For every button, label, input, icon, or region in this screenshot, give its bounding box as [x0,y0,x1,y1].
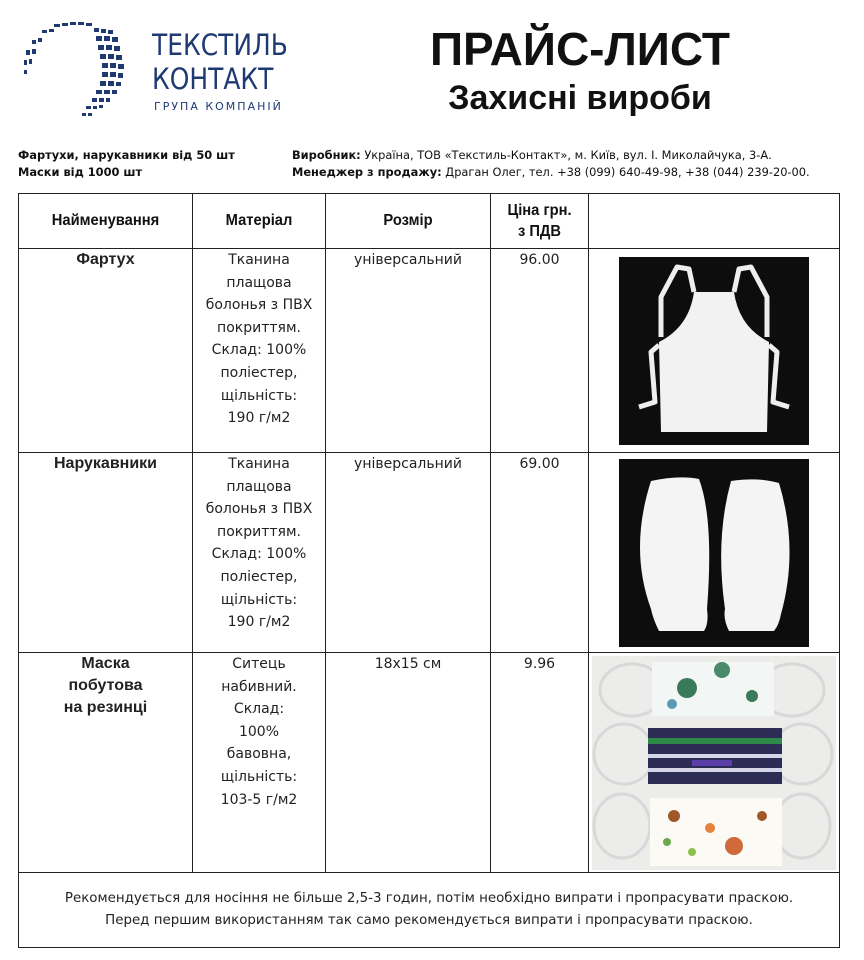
table-row [19,249,840,453]
min-order-info [18,147,235,181]
column-header-material: Матеріал [193,194,326,249]
product-price: 9.96 [491,653,589,873]
product-size: 18x15 см [326,653,491,873]
product-name: Фартух [19,249,193,453]
product-name: Нарукавники [19,453,193,653]
care-line-1: Рекомендується для носіння не більше 2,5-3 годин, потім необхідно випрати і пропрасувати праскою. [64,891,794,906]
min-order-aprons: Фартухи, нарукавники від 50 шт [18,148,235,162]
product-price: 96.00 [491,249,589,453]
column-header-name: Найменування [19,194,193,249]
product-name: Маска побутова на резинці [19,653,193,873]
masks-photo-icon [592,656,836,870]
sleeves-photo-icon [619,459,809,647]
table-row [19,653,840,873]
min-order-masks: Маски від 1000 шт [18,165,143,179]
column-header-price: Ціна грн. з ПДВ [491,194,589,249]
globe-logo-icon [14,14,144,124]
manager-label: Менеджер з продажу: [292,165,442,179]
producer-line [292,147,810,164]
producer-label: Виробник: [292,148,361,162]
product-material: Тканина плащова болонья з ПВХ покриттям. Склад: 100% поліестер, щільність: 190 г/м2 [193,453,326,653]
care-instructions [19,873,840,948]
page-subtitle: Захисні вироби [448,79,712,117]
company-logo [14,14,304,124]
care-line-2: Перед першим використанням так само рекомендується випрати і пропрасувати праскою. [105,913,753,928]
logo-tagline: ГРУПА КОМПАНІЙ [154,100,283,113]
product-image-cell [589,453,840,653]
logo-text-line2: КОНТАКТ [152,62,274,96]
contact-info [292,147,810,181]
price-table [18,193,840,948]
product-size: універсальний [326,249,491,453]
apron-photo-icon [619,257,809,445]
product-image-cell [589,653,840,873]
page-title: ПРАЙС-ЛИСТ [429,23,731,75]
manager-line [292,164,810,181]
product-size: універсальний [326,453,491,653]
manager-value: Драган Олег, тел. +38 (099) 640-49-98, +38 (044) 239-20-00. [445,165,810,179]
column-header-size: Розмір [326,194,491,249]
product-material: Ситець набивний. Склад: 100% бавовна, щільність: 103-5 г/м2 [193,653,326,873]
product-material: Тканина плащова болонья з ПВХ покриттям. Склад: 100% поліестер, щільність: 190 г/м2 [193,249,326,453]
table-header-row [19,194,840,249]
footer-row [19,873,840,948]
producer-value: Україна, ТОВ «Текстиль-Контакт», м. Київ, вул. І. Миколайчука, 3-А. [364,148,772,162]
table-row [19,453,840,653]
product-price: 69.00 [491,453,589,653]
logo-text-line1: ТЕКСТИЛЬ [152,28,288,62]
product-image-cell [589,249,840,453]
column-header-image [589,194,840,249]
